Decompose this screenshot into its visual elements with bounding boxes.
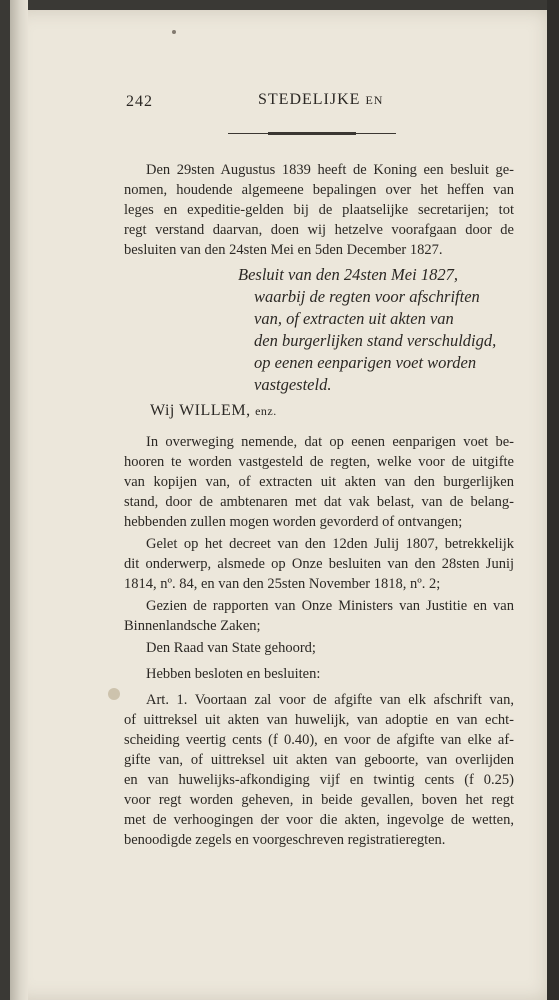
enz-word: enz. [255,404,277,418]
text-line: nomen, houdende algemeene bepalingen over het heffen van [124,182,514,198]
decree-opening: Wij WILLEM, enz. [150,402,277,419]
king-name: WILLEM [179,402,247,419]
raad-paragraph [124,638,514,658]
text-line: met de verhoogingen der voor die akten, ingevolge de wetten, [124,812,514,828]
text-line: hooren te worden vastgesteld de regten, welke voor de uitgifte [124,454,514,470]
page-edge [547,0,559,1000]
heading-line: den burgerlijken stand verschuldigd, [254,331,497,350]
text-line: Gelet op het decreet van den 12den Julij 1807, betrekkelijk [146,536,514,552]
decree-heading [238,264,524,396]
running-title-suffix: EN [365,93,384,107]
text-line: In overweging nemende, dat op eenen eenparigen voet be- [146,434,514,450]
wij-word: Wij [150,402,175,419]
text-line: en van huwelijks-afkondiging vijf en twintig cents (f 0.25) [124,772,514,788]
page-number: 242 [126,93,153,110]
text-line: leges en expeditie-gelden bij de plaatselijke secretarijen; tot [124,202,514,218]
text-line: benoodigde zegels en voorgeschreven registratieregten. [124,832,446,848]
text-line: gifte van, of uittreksel uit akten van geboorte, van overlijden [124,752,514,768]
heading-line: waarbij de regten voor afschriften [254,287,480,306]
text-line: van kopijen van, of extracten uit akten van den burgerlijken [124,474,514,490]
paper-stain [108,688,120,700]
article-1 [124,690,514,850]
heading-line: op eenen eenparigen voet worden [254,353,477,372]
consideration-paragraph [124,432,514,532]
running-title-text: STEDELIJKE [258,91,361,108]
text-line: dit onderwerp, alsmede op Onze besluiten van den 28sten Junij [124,556,514,572]
heading-line: vastgesteld. [254,375,332,394]
besloten-paragraph [124,664,514,684]
page-gutter [10,0,28,1000]
text-line: 1814, nº. 84, en van den 25sten November 1818, nº. 2; [124,576,441,592]
text-line: of uittreksel uit akten van huwelijk, van adoptie en van echt- [124,712,514,728]
text-line: Binnenlandsche Zaken; [124,618,261,634]
text-line: scheiding veertig cents (f 0.40), en voor de afgifte van elke af- [124,732,514,748]
gezien-paragraph [124,596,514,636]
paper-stain [172,30,176,34]
intro-paragraph [124,160,514,260]
text-line: hebbenden zullen mogen worden gevorderd of ontvangen; [124,514,463,530]
gelet-paragraph [124,534,514,594]
header-rule [228,133,396,134]
text-line: besluiten van den 24sten Mei en 5den December 1827. [124,242,443,258]
text-line: regt verstand daarvan, doen wij hetzelve voorafgaan door de [124,222,514,238]
heading-line: Besluit van den 24sten Mei 1827, [238,265,458,284]
text-line: Den 29sten Augustus 1839 heeft de Koning een besluit ge- [146,162,514,178]
text-line: Gezien de rapporten van Onze Ministers van Justitie en van [146,598,514,614]
text-line: Hebben besloten en besluiten: [146,666,321,682]
text-line: Art. 1. Voortaan zal voor de afgifte van elk afschrift van, [146,692,514,708]
running-title [258,90,383,110]
text-line: Den Raad van State gehoord; [146,640,316,656]
heading-line: van, of extracten uit akten van [254,309,454,328]
text-line: stand, door de ambtenaren met dat vak belast, van de belang- [124,494,514,510]
text-line: voor regt worden geheven, in beide gevallen, boven het regt [124,792,514,808]
